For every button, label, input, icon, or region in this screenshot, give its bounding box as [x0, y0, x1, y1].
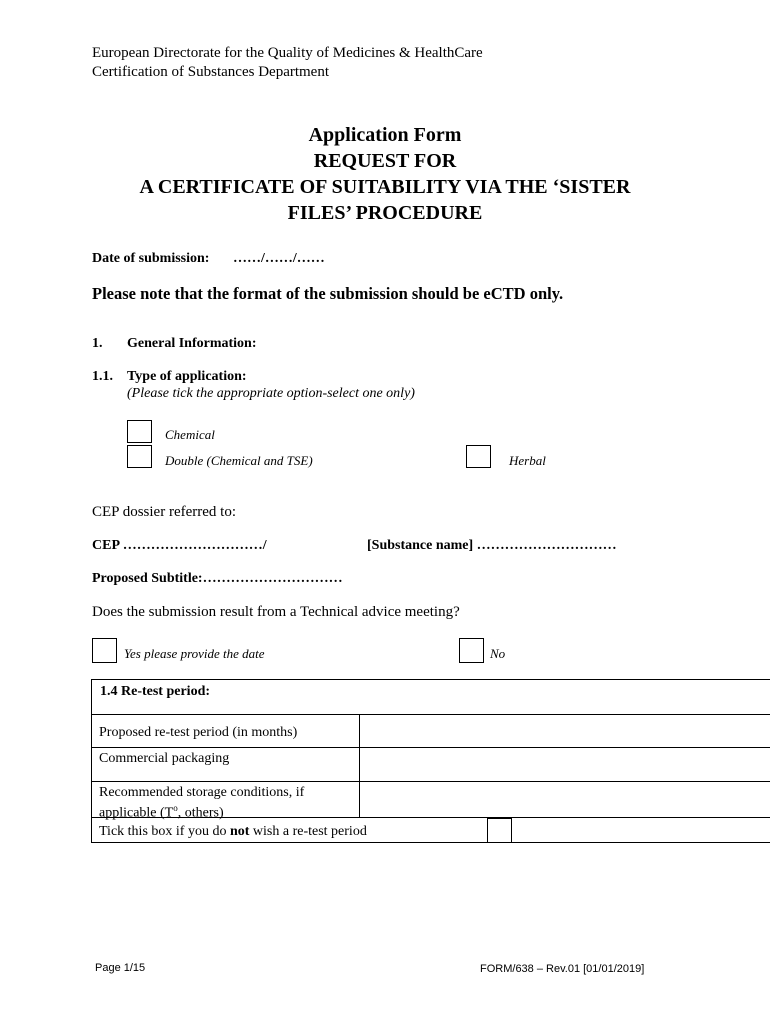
substance-name-field[interactable]: [Substance name] …………………………	[367, 538, 617, 553]
date-of-submission-label: Date of submission:	[92, 251, 210, 266]
commercial-packaging-label: Commercial packaging	[99, 751, 230, 766]
storage-conditions-label-line2	[99, 800, 224, 822]
retest-table	[91, 679, 770, 843]
storage-conditions-label: Recommended storage conditions, if	[99, 785, 305, 800]
herbal-label: Herbal	[509, 453, 546, 468]
page-number: Page 1/15	[95, 962, 146, 974]
retest-heading: 1.4 Re-test period:	[100, 684, 211, 699]
storage-conditions-prefix: applicable (T	[99, 805, 174, 821]
storage-conditions-suffix: , others)	[177, 805, 224, 821]
proposed-subtitle-field[interactable]: Proposed Subtitle:…………………………	[92, 571, 343, 586]
form-title-line4: FILES’ PROCEDURE	[287, 202, 483, 224]
form-title-line3: A CERTIFICATE OF SUITABILITY VIA THE ‘SISTER	[139, 176, 631, 198]
double-checkbox[interactable]	[127, 445, 152, 468]
commercial-packaging-input[interactable]	[360, 748, 770, 781]
retest-period-label: Proposed re-test period (in months)	[99, 725, 298, 740]
no-retest-label	[99, 823, 367, 840]
no-retest-suffix: wish a re-test period	[249, 824, 367, 839]
retest-period-input[interactable]	[360, 715, 770, 747]
header-department: Certification of Substances Department	[92, 64, 330, 80]
no-retest-prefix: Tick this box if you do	[99, 824, 230, 839]
cep-field[interactable]: CEP …………………………/	[92, 538, 267, 553]
storage-conditions-input[interactable]	[360, 782, 770, 817]
section-1-1-number: 1.1.	[92, 369, 113, 384]
section-1-title: General Information:	[127, 336, 257, 351]
no-label: No	[490, 646, 506, 661]
cep-dossier-label: CEP dossier referred to:	[92, 504, 236, 520]
yes-checkbox[interactable]	[92, 638, 117, 663]
date-of-submission-field[interactable]: ……/……/……	[233, 251, 325, 266]
form-title-line2: REQUEST FOR	[313, 150, 457, 172]
header-organization: European Directorate for the Quality of Medicines & HealthCare	[92, 45, 483, 61]
double-label: Double (Chemical and TSE)	[165, 453, 313, 468]
section-1-1-hint: (Please tick the appropriate option-select one only)	[127, 386, 415, 401]
ectd-note: Please note that the format of the submission should be eCTD only.	[92, 284, 564, 303]
chemical-label: Chemical	[165, 427, 215, 442]
yes-label: Yes please provide the date	[124, 646, 265, 661]
section-1-1-title: Type of application:	[127, 369, 247, 384]
form-reference: FORM/638 – Rev.01 [01/01/2019]	[480, 963, 645, 975]
section-1-number: 1.	[92, 336, 103, 351]
herbal-checkbox[interactable]	[466, 445, 491, 468]
form-title: Application Form	[308, 124, 462, 146]
no-retest-emphasis: not	[229, 824, 250, 839]
degree-superscript: o	[173, 803, 178, 813]
chemical-checkbox[interactable]	[127, 420, 152, 443]
no-checkbox[interactable]	[459, 638, 484, 663]
no-retest-checkbox[interactable]	[487, 818, 512, 843]
technical-advice-question: Does the submission result from a Technical advice meeting?	[92, 604, 460, 620]
